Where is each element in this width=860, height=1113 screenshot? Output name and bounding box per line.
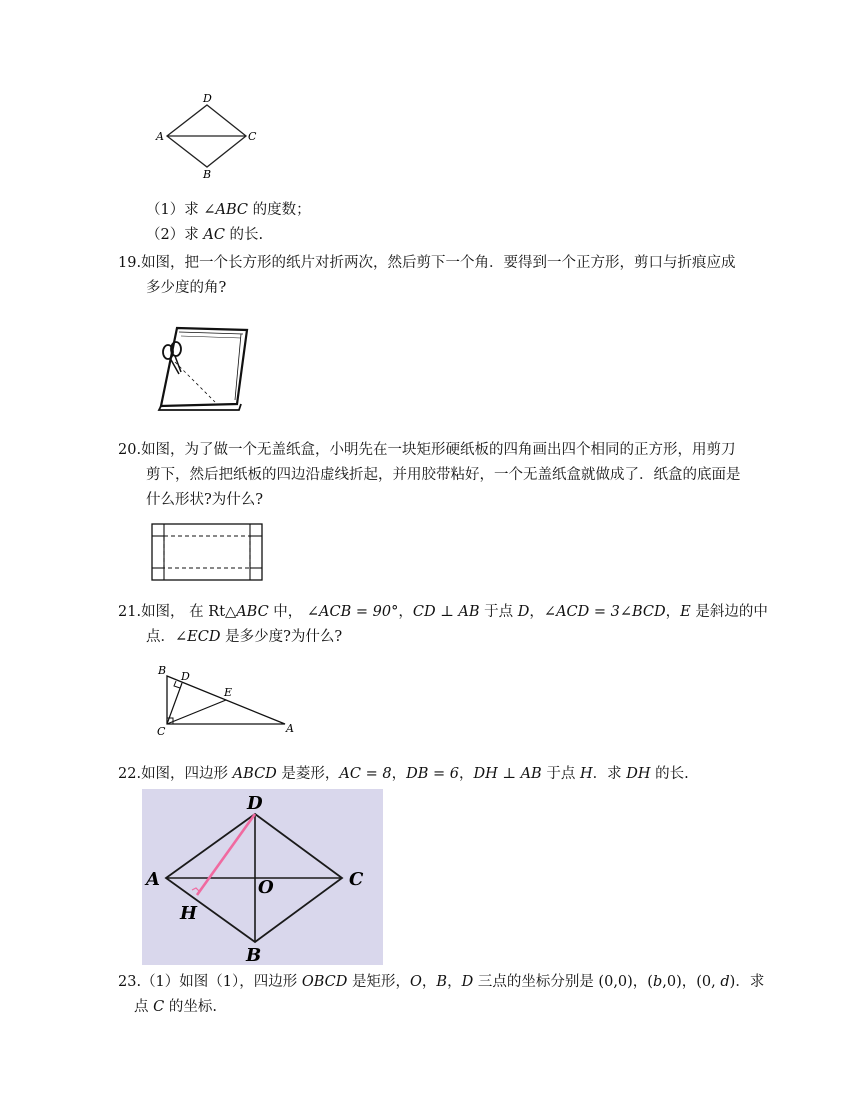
q20-line3: 什么形状?为什么? (146, 492, 264, 508)
label-E: E (224, 686, 233, 699)
figure-cardboard-box-net (150, 522, 265, 582)
label-B: B (246, 945, 262, 965)
q20-line1: 20.如图，为了做一个无盖纸盒，小明先在一块矩形硬纸板的四角画出四个相同的正方形，用剪刀 (118, 442, 736, 458)
q19-line2: 多少度的角? (146, 280, 227, 296)
label-D: D (247, 793, 263, 814)
q21-line2: 点．∠ECD 是多少度?为什么? (146, 629, 343, 645)
label-D: D (203, 92, 212, 105)
q23-line1: 23.（1）如图（1），四边形 OBCD 是矩形，O，B，D 三点的坐标分别是 (0,0)，(b,0)，(0, d)．求 (118, 974, 765, 990)
figure-right-triangle (152, 660, 302, 738)
label-C: C (248, 130, 257, 143)
label-O: O (258, 877, 274, 898)
label-A: A (286, 722, 294, 735)
label-C: C (349, 869, 364, 890)
question-number: 22. (118, 766, 142, 782)
q23-line2: 点 C 的坐标. (134, 999, 217, 1015)
question-number: 23. (118, 974, 142, 990)
figure-folded-paper-scissors (155, 322, 255, 414)
q22-line1: 22.如图，四边形 ABCD 是菱形，AC = 8，DB = 6，DH ⊥ AB 于点 H．求 DH 的长. (118, 766, 689, 782)
label-A: A (146, 869, 160, 890)
label-C: C (157, 725, 166, 738)
label-B: B (203, 168, 212, 181)
question-number: 20. (118, 442, 142, 458)
label-D: D (181, 670, 190, 683)
figure-rhombus-abcd (150, 90, 260, 185)
q18-part1: （1）求 ∠ABC 的度数； (146, 202, 311, 218)
question-number: 21. (118, 604, 142, 620)
label-H: H (180, 903, 198, 924)
q18-part2: （2）求 AC 的长. (146, 227, 264, 243)
label-A: A (156, 130, 164, 143)
question-number: 19. (118, 255, 142, 271)
q21-line1: 21.如图， 在 Rt△ABC 中， ∠ACB = 90°，CD ⊥ AB 于点 D，∠ACD = 3∠BCD，E 是斜边的中 (118, 604, 768, 620)
q20-line2: 剪下，然后把纸板的四边沿虚线折起，并用胶带粘好，一个无盖纸盒就做成了．纸盒的底面是 (146, 467, 741, 483)
label-B: B (158, 664, 167, 677)
figure-rhombus-altitude (142, 789, 383, 965)
q19-line1: 19.如图，把一个长方形的纸片对折两次，然后剪下一个角．要得到一个正方形，剪口与折痕应成 (118, 255, 736, 271)
